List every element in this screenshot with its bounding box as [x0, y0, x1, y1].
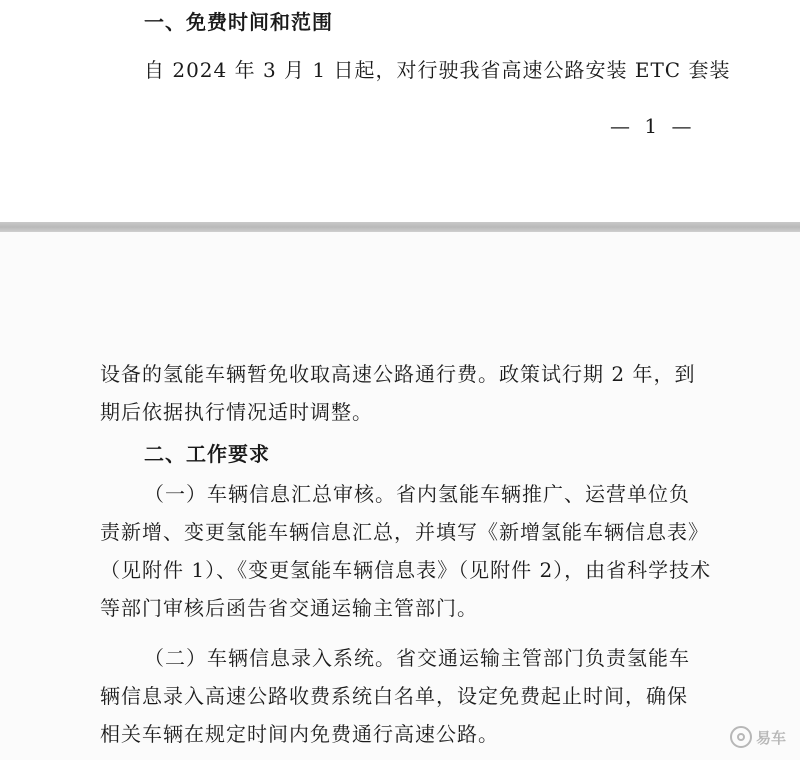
paragraph-line: 设备的氢能车辆暂免收取高速公路通行费。政策试行期 2 年，到 — [100, 362, 696, 386]
yiche-logo-icon — [730, 726, 752, 748]
paragraph-line: 辆信息录入高速公路收费系统白名单，设定免费起止时间，确保 — [100, 684, 688, 708]
watermark-text: 易车 — [755, 728, 786, 747]
page-number: — 1 — — [610, 114, 696, 138]
paragraph-line: （见附件 1）、《变更氢能车辆信息表》（见附件 2），由省科学技术 — [100, 558, 712, 582]
document-page-1 — [0, 0, 800, 222]
paragraph-line: 自 2024 年 3 月 1 日起，对行驶我省高速公路安装 ETC 套装 — [144, 58, 731, 82]
paragraph-line: 相关车辆在规定时间内免费通行高速公路。 — [100, 722, 499, 746]
paragraph-line: 等部门审核后函告省交通运输主管部门。 — [100, 596, 478, 620]
paragraph-line: （二）车辆信息录入系统。省交通运输主管部门负责氢能车 — [144, 646, 690, 670]
page-separator — [0, 222, 800, 232]
watermark — [730, 726, 786, 748]
document-page-2 — [0, 232, 800, 760]
section-heading-2: 二、工作要求 — [144, 442, 270, 466]
paragraph-line: 期后依据执行情况适时调整。 — [100, 400, 373, 424]
section-heading-1: 一、免费时间和范围 — [144, 10, 333, 34]
paragraph-line: 责新增、变更氢能车辆信息汇总，并填写《新增氢能车辆信息表》 — [100, 520, 709, 544]
paragraph-line: （一）车辆信息汇总审核。省内氢能车辆推广、运营单位负 — [144, 482, 690, 506]
